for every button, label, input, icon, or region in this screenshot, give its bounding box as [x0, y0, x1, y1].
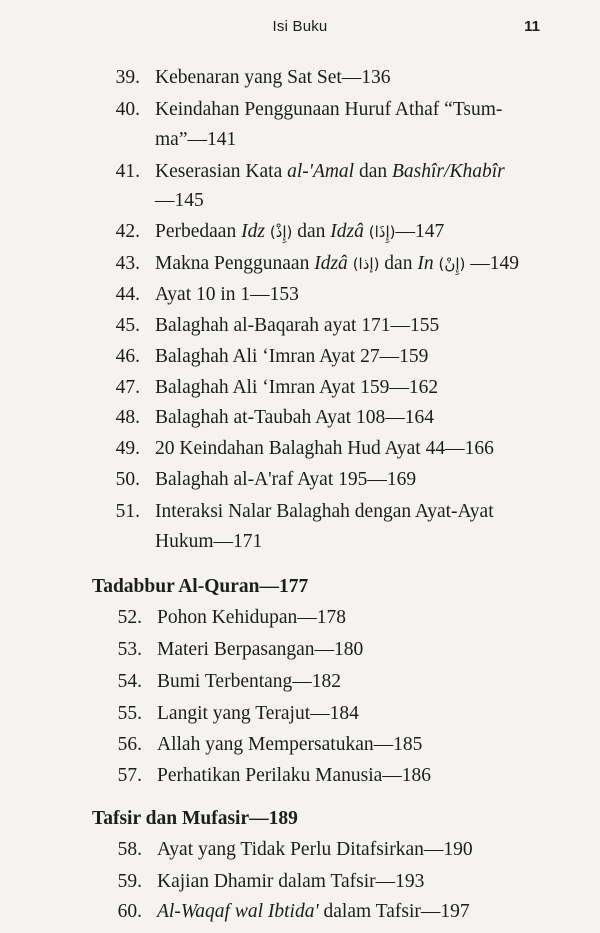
section-heading-tadabbur: Tadabbur Al-Quran—177 — [92, 576, 309, 597]
entry-number: 59. — [117, 871, 142, 892]
entry-number: 49. — [115, 438, 140, 459]
entry-title: Balaghah al-A'raf Ayat 195—169 — [155, 469, 417, 490]
running-head-title: Isi Buku — [272, 18, 328, 35]
entry-number: 39. — [115, 67, 140, 88]
entry-title: Allah yang Mempersatukan—185 — [157, 734, 423, 755]
running-header — [0, 18, 600, 42]
entry-number: 41. — [115, 161, 140, 182]
entry-number: 45. — [115, 315, 140, 336]
entry-title-line-2: Hukum—171 — [155, 531, 263, 552]
entry-number: 46. — [115, 346, 140, 367]
entry-number: 51. — [115, 501, 140, 522]
entry-number: 56. — [117, 734, 142, 755]
entry-title: Bumi Terbentang—182 — [157, 671, 342, 692]
entry-number: 44. — [115, 284, 140, 305]
entry-title: Materi Berpasangan—180 — [157, 639, 364, 660]
entry-number: 47. — [115, 377, 140, 398]
entry-title: Perbedaan Idz (إِذْ) dan Idzâ (إِذَا)—147 — [155, 221, 445, 242]
entry-title: Ayat 10 in 1—153 — [155, 284, 299, 305]
entry-title-line-2: —145 — [155, 190, 204, 211]
entry-title: Kebenaran yang Sat Set—136 — [155, 67, 391, 88]
entry-number: 48. — [115, 407, 140, 428]
entry-number: 52. — [117, 607, 142, 628]
section-heading-tafsir: Tafsir dan Mufasir—189 — [92, 808, 298, 829]
entry-title-line-1: Keindahan Penggunaan Huruf Athaf “Tsum- — [155, 99, 503, 120]
entry-title: Ayat yang Tidak Perlu Ditafsirkan—190 — [157, 839, 473, 860]
entry-number: 43. — [115, 253, 140, 274]
entry-number: 40. — [115, 99, 140, 120]
entry-title: Perhatikan Perilaku Manusia—186 — [157, 765, 432, 786]
entry-title: Balaghah at-Taubah Ayat 108—164 — [155, 407, 434, 428]
arabic-term: (إِنْ) — [438, 255, 466, 273]
entry-title: Pohon Kehidupan—178 — [157, 607, 347, 628]
entry-title-line-1: Keserasian Kata al-'Amal dan Bashîr/Khabîr — [155, 161, 505, 182]
entry-title: Makna Penggunaan Idzâ (إذا) dan In (إِنْ) —149 — [155, 253, 519, 274]
entry-title-line-1: Interaksi Nalar Balaghah dengan Ayat-Ayat — [155, 501, 494, 522]
entry-title: Langit yang Terajut—184 — [157, 703, 359, 724]
entry-title: Kajian Dhamir dalam Tafsir—193 — [157, 871, 425, 892]
arabic-term: (إذا) — [352, 255, 380, 273]
entry-number: 58. — [117, 839, 142, 860]
entry-title: Balaghah Ali ‘Imran Ayat 159—162 — [155, 377, 439, 398]
entry-number: 42. — [115, 221, 140, 242]
entry-title-line-2: ma”—141 — [155, 129, 237, 150]
entry-number: 54. — [117, 671, 142, 692]
arabic-term: (إِذْ) — [269, 223, 293, 241]
entry-title: Al-Waqaf wal Ibtida' dalam Tafsir—197 — [157, 901, 470, 922]
entry-number: 57. — [117, 765, 142, 786]
entry-number: 60. — [117, 901, 142, 922]
entry-number: 50. — [115, 469, 140, 490]
entry-title: Balaghah al-Baqarah ayat 171—155 — [155, 315, 440, 336]
arabic-term: (إِذَا) — [368, 223, 396, 241]
entry-number: 53. — [117, 639, 142, 660]
entry-number: 55. — [117, 703, 142, 724]
page-number: 11 — [524, 18, 540, 35]
entry-title: 20 Keindahan Balaghah Hud Ayat 44—166 — [155, 438, 494, 459]
entry-title: Balaghah Ali ‘Imran Ayat 27—159 — [155, 346, 429, 367]
